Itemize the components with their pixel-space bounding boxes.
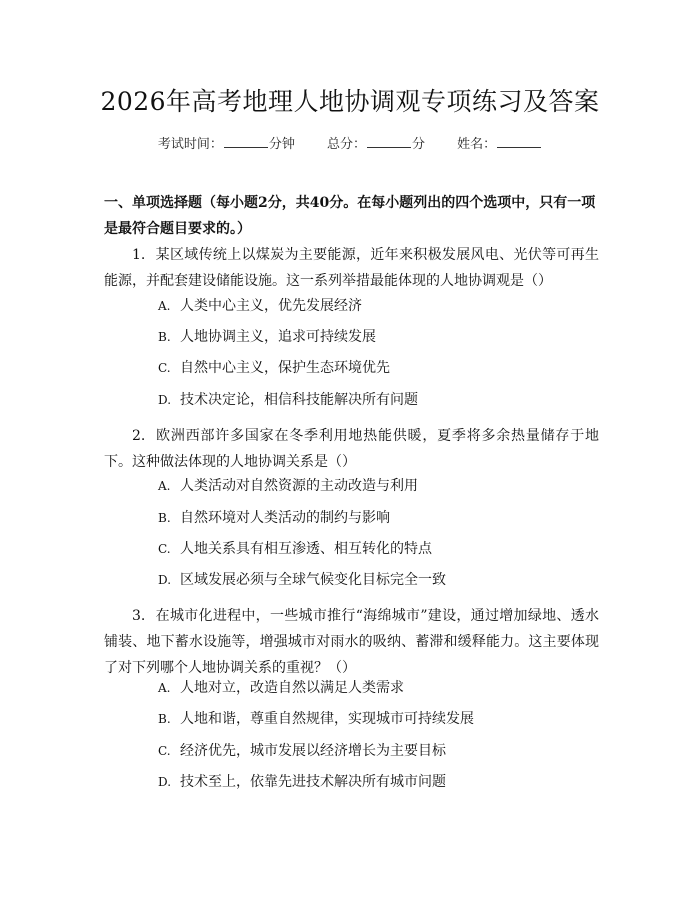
option-text: 人地对立，改造自然以满足人类需求	[180, 680, 404, 696]
total-score-unit: 分	[412, 137, 426, 152]
question-3-text: 在城市化进程中，一些城市推行“海绵城市”建设，通过增加绿地、透水铺装、地下蓄水设施等，增强城市对雨水的吸纳、蓄滞和缓释能力。这主要体现了对下列哪个人地协调关系的重视？（）	[104, 608, 599, 676]
exam-meta-line	[0, 133, 700, 152]
option-letter: A.	[158, 479, 171, 493]
name-label: 姓名：	[457, 137, 497, 152]
option-letter: D.	[158, 775, 172, 789]
question-1-stem	[104, 242, 599, 294]
question-3-option-c	[158, 741, 446, 761]
question-3-stem	[104, 603, 599, 681]
question-2-option-a	[158, 476, 418, 496]
question-1-option-d	[158, 390, 418, 410]
option-text: 自然环境对人类活动的制约与影响	[180, 510, 390, 526]
question-3-option-b	[158, 709, 474, 729]
question-2-stem	[104, 423, 599, 475]
option-letter: A.	[158, 299, 171, 313]
total-score-label: 总分：	[326, 137, 366, 152]
total-score-blank	[367, 135, 411, 148]
exam-time-blank	[224, 135, 268, 148]
section-heading: 一、单项选择题（每小题2分，共40分。在每小题列出的四个选项中，只有一项是最符合题目要求的。）	[104, 195, 596, 237]
option-text: 人类中心主义，优先发展经济	[180, 298, 362, 314]
exam-time-label: 考试时间：	[157, 137, 223, 152]
option-text: 自然中心主义，保护生态环境优先	[180, 360, 390, 376]
option-letter: C.	[158, 744, 171, 758]
question-2-option-d	[158, 570, 446, 590]
question-3-option-a	[158, 678, 404, 698]
option-letter: D.	[158, 573, 172, 587]
exam-time-unit: 分钟	[268, 137, 295, 152]
question-2-option-b	[158, 508, 390, 528]
question-1-option-a	[158, 296, 362, 316]
exam-time-field	[158, 133, 295, 152]
question-1-option-c	[158, 358, 390, 378]
question-1-option-b	[158, 327, 376, 347]
option-text: 经济优先，城市发展以经济增长为主要目标	[180, 743, 446, 759]
option-text: 人地关系具有相互渗透、相互转化的特点	[180, 541, 432, 557]
option-text: 人类活动对自然资源的主动改造与利用	[180, 478, 418, 494]
name-blank	[497, 135, 541, 148]
question-2-text: 欧洲西部许多国家在冬季利用地热能供暖，夏季将多余热量储存于地下。这种做法体现的人地协调关系是（）	[104, 428, 599, 470]
total-score-field	[327, 133, 425, 152]
name-field	[457, 133, 542, 152]
option-letter: A.	[158, 681, 171, 695]
question-2-number: 2.	[132, 428, 146, 444]
page-title: 2026年高考地理人地协调观专项练习及答案	[100, 87, 600, 116]
question-2-option-c	[158, 539, 432, 559]
option-letter: D.	[158, 393, 172, 407]
question-3-option-d	[158, 772, 446, 792]
option-letter: C.	[158, 542, 171, 556]
option-text: 区域发展必须与全球气候变化目标完全一致	[180, 572, 446, 588]
option-letter: B.	[158, 511, 171, 525]
question-3-number: 3.	[132, 608, 146, 624]
option-letter: C.	[158, 361, 171, 375]
option-text: 技术至上，依靠先进技术解决所有城市问题	[180, 774, 446, 790]
option-letter: B.	[158, 712, 171, 726]
option-text: 人地和谐，尊重自然规律，实现城市可持续发展	[180, 711, 474, 727]
question-1-number: 1.	[132, 247, 146, 263]
question-1-text: 某区域传统上以煤炭为主要能源，近年来积极发展风电、光伏等可再生能源，并配套建设储能设施。这一系列举措最能体现的人地协调观是（）	[104, 247, 599, 289]
option-text: 技术决定论，相信科技能解决所有问题	[180, 392, 418, 408]
option-text: 人地协调主义，追求可持续发展	[180, 329, 376, 345]
option-letter: B.	[158, 330, 171, 344]
